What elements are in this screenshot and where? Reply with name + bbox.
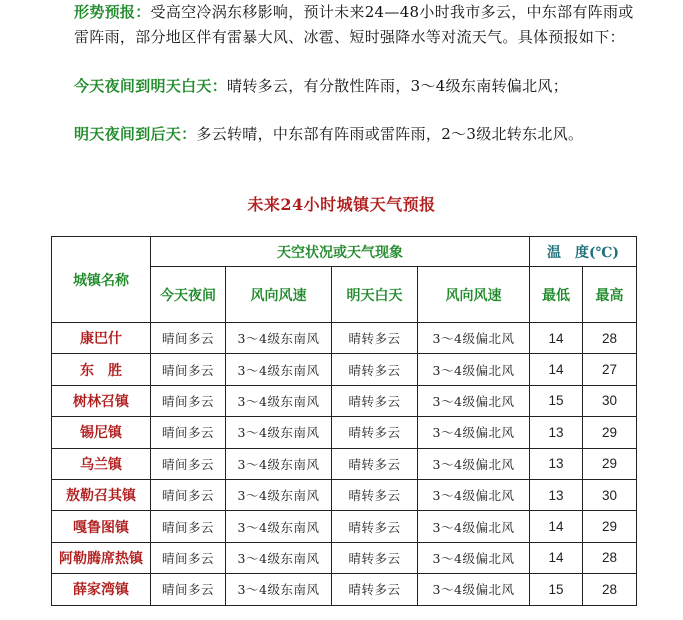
table-row xyxy=(52,448,637,479)
town-name-cell: 嘎鲁图镇 xyxy=(52,511,151,542)
min-temp-cell: 15 xyxy=(530,385,583,416)
tonight-weather-cell: 晴间多云 xyxy=(151,417,226,448)
max-temp-cell: 28 xyxy=(583,323,637,354)
tonight-wind-cell: 3～4级东南风 xyxy=(226,448,332,479)
min-temp-cell: 13 xyxy=(530,448,583,479)
tomorrow-weather-cell: 晴转多云 xyxy=(332,511,418,542)
header-temperature: 温 度(℃) xyxy=(530,237,637,267)
tomorrow-weather-cell: 晴转多云 xyxy=(332,542,418,573)
trend-forecast-paragraph xyxy=(74,0,634,50)
table-row xyxy=(52,511,637,542)
max-temp-cell: 30 xyxy=(583,385,637,416)
tonight-forecast-text: 晴转多云，有分散性阵雨，3～4级东南转偏北风； xyxy=(227,77,569,95)
tomorrow-forecast-paragraph xyxy=(74,122,634,147)
min-temp-cell: 14 xyxy=(530,542,583,573)
table-row xyxy=(52,323,637,354)
town-forecast-table xyxy=(51,236,637,606)
town-name-cell: 乌兰镇 xyxy=(52,448,151,479)
min-temp-cell: 15 xyxy=(530,574,583,605)
min-temp-cell: 14 xyxy=(530,511,583,542)
trend-forecast-label: 形势预报： xyxy=(74,3,151,21)
tomorrow-wind-cell: 3～4级偏北风 xyxy=(418,354,530,385)
tomorrow-forecast-text: 多云转晴，中东部有阵雨或雷阵雨，2～3级北转东北风。 xyxy=(196,125,584,143)
tonight-weather-cell: 晴间多云 xyxy=(151,574,226,605)
tonight-wind-cell: 3～4级东南风 xyxy=(226,323,332,354)
table-row xyxy=(52,385,637,416)
min-temp-cell: 13 xyxy=(530,479,583,510)
tomorrow-wind-cell: 3～4级偏北风 xyxy=(418,448,530,479)
tomorrow-weather-cell: 晴转多云 xyxy=(332,574,418,605)
table-row xyxy=(52,354,637,385)
tonight-weather-cell: 晴间多云 xyxy=(151,479,226,510)
max-temp-cell: 29 xyxy=(583,448,637,479)
max-temp-cell: 29 xyxy=(583,417,637,448)
tonight-weather-cell: 晴间多云 xyxy=(151,354,226,385)
tonight-wind-cell: 3～4级东南风 xyxy=(226,542,332,573)
tonight-weather-cell: 晴间多云 xyxy=(151,385,226,416)
town-name-cell: 康巴什 xyxy=(52,323,151,354)
header-max-temp: 最高 xyxy=(583,267,637,323)
min-temp-cell: 14 xyxy=(530,354,583,385)
header-wind-tomorrow: 风向风速 xyxy=(418,267,530,323)
tomorrow-weather-cell: 晴转多云 xyxy=(332,479,418,510)
tonight-wind-cell: 3～4级东南风 xyxy=(226,354,332,385)
header-tomorrow-day: 明天白天 xyxy=(332,267,418,323)
min-temp-cell: 13 xyxy=(530,417,583,448)
tonight-forecast-paragraph xyxy=(74,74,634,99)
table-row xyxy=(52,417,637,448)
tomorrow-wind-cell: 3～4级偏北风 xyxy=(418,385,530,416)
table-header-row-1 xyxy=(52,237,637,267)
tomorrow-wind-cell: 3～4级偏北风 xyxy=(418,574,530,605)
tonight-weather-cell: 晴间多云 xyxy=(151,323,226,354)
tomorrow-weather-cell: 晴转多云 xyxy=(332,448,418,479)
min-temp-cell: 14 xyxy=(530,323,583,354)
tomorrow-wind-cell: 3～4级偏北风 xyxy=(418,542,530,573)
tomorrow-weather-cell: 晴转多云 xyxy=(332,417,418,448)
max-temp-cell: 27 xyxy=(583,354,637,385)
tonight-wind-cell: 3～4级东南风 xyxy=(226,385,332,416)
header-wind-tonight: 风向风速 xyxy=(226,267,332,323)
tomorrow-wind-cell: 3～4级偏北风 xyxy=(418,417,530,448)
max-temp-cell: 29 xyxy=(583,511,637,542)
tonight-wind-cell: 3～4级东南风 xyxy=(226,479,332,510)
header-town-name: 城镇名称 xyxy=(52,237,151,323)
max-temp-cell: 28 xyxy=(583,542,637,573)
town-name-cell: 树林召镇 xyxy=(52,385,151,416)
town-name-cell: 阿勒腾席热镇 xyxy=(52,542,151,573)
tonight-weather-cell: 晴间多云 xyxy=(151,542,226,573)
town-name-cell: 敖勒召其镇 xyxy=(52,479,151,510)
header-tonight: 今天夜间 xyxy=(151,267,226,323)
table-title: 未来24小时城镇天气预报 xyxy=(247,195,436,214)
table-row xyxy=(52,574,637,605)
tomorrow-weather-cell: 晴转多云 xyxy=(332,323,418,354)
table-body xyxy=(52,323,637,606)
max-temp-cell: 30 xyxy=(583,479,637,510)
tonight-forecast-label: 今天夜间到明天白天： xyxy=(74,77,228,95)
tomorrow-wind-cell: 3～4级偏北风 xyxy=(418,511,530,542)
table-row xyxy=(52,542,637,573)
table-row xyxy=(52,479,637,510)
header-min-temp: 最低 xyxy=(530,267,583,323)
trend-forecast-text: 受高空冷涡东移影响，预计未来24—48小时我市多云，中东部有阵雨或雷阵雨，部分地区伴有雷暴大风、冰雹、短时强降水等对流天气。具体预报如下： xyxy=(74,3,634,46)
tonight-wind-cell: 3～4级东南风 xyxy=(226,574,332,605)
tomorrow-weather-cell: 晴转多云 xyxy=(332,385,418,416)
max-temp-cell: 28 xyxy=(583,574,637,605)
tomorrow-weather-cell: 晴转多云 xyxy=(332,354,418,385)
town-name-cell: 锡尼镇 xyxy=(52,417,151,448)
tonight-weather-cell: 晴间多云 xyxy=(151,511,226,542)
header-weather: 天空状况或天气现象 xyxy=(151,237,530,267)
tomorrow-forecast-label: 明天夜间到后天： xyxy=(74,125,197,143)
tomorrow-wind-cell: 3～4级偏北风 xyxy=(418,479,530,510)
tonight-wind-cell: 3～4级东南风 xyxy=(226,417,332,448)
town-name-cell: 薛家湾镇 xyxy=(52,574,151,605)
tomorrow-wind-cell: 3～4级偏北风 xyxy=(418,323,530,354)
tonight-weather-cell: 晴间多云 xyxy=(151,448,226,479)
town-name-cell: 东 胜 xyxy=(52,354,151,385)
tonight-wind-cell: 3～4级东南风 xyxy=(226,511,332,542)
